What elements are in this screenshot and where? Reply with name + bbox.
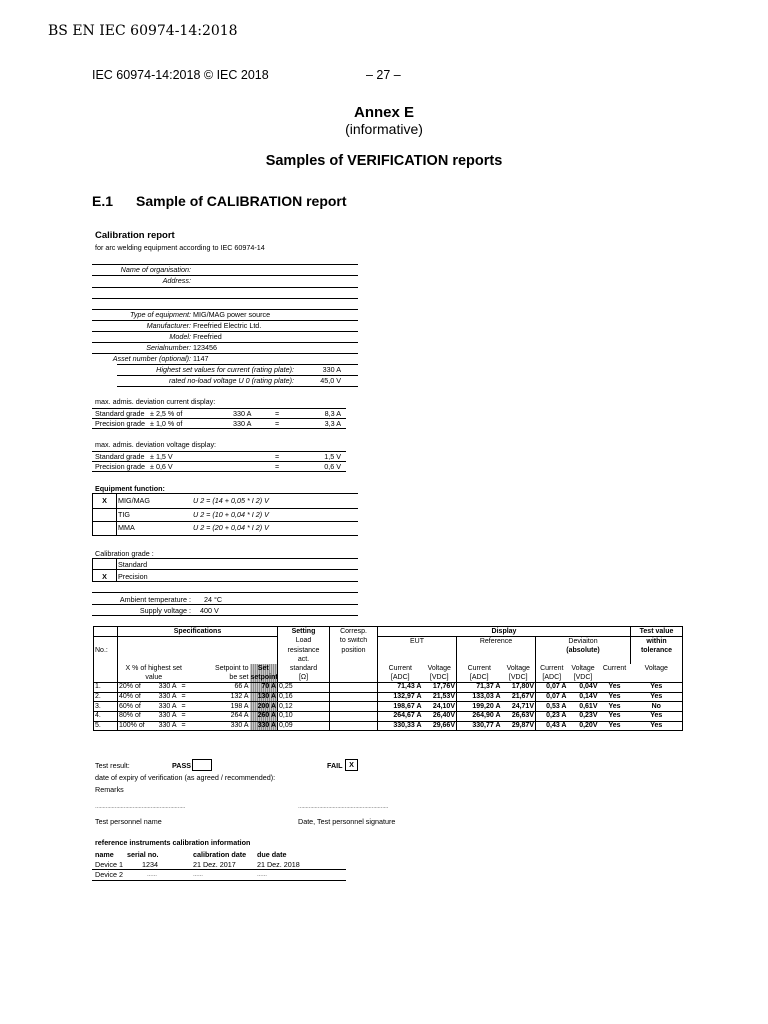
- row-tol-voltage: Yes: [631, 721, 683, 731]
- instruments-title: reference instruments calibration information: [95, 838, 251, 847]
- section-title: Sample of CALIBRATION report: [136, 193, 347, 209]
- function-formula-1: U 2 = (14 + 0,05 * I 2) V: [193, 496, 269, 505]
- header-corresp: Corresp.: [330, 627, 378, 637]
- section-number: E.1: [92, 193, 114, 209]
- header-display: Display: [378, 627, 631, 637]
- header-ref-voltage: Voltage: [506, 664, 530, 672]
- model-label: Model:: [169, 332, 191, 341]
- row-base: 330 A: [152, 702, 178, 712]
- row-eut-current: 198,67 A: [378, 702, 423, 712]
- grade-name-precision: Precision: [118, 572, 148, 581]
- row-setpoint: 330 A: [190, 721, 250, 731]
- current-deviation-title: max. admis. deviation current display:: [95, 397, 216, 406]
- row-ref-voltage: 24,71V: [502, 702, 536, 712]
- row-switch-position: [330, 683, 378, 693]
- organisation-label: Name of organisation:: [120, 265, 191, 274]
- header-within: within: [631, 637, 683, 647]
- header-tolerance: tolerance: [631, 646, 683, 655]
- current-dev-grade-2: Precision grade: [95, 419, 145, 428]
- row-tol-voltage: Yes: [631, 712, 683, 722]
- header-value: value: [118, 673, 190, 683]
- header-specifications: Specifications: [118, 627, 278, 637]
- row-setpoint: 198 A: [190, 702, 250, 712]
- header-load: Load: [278, 637, 330, 647]
- row-setpoint: 66 A: [190, 683, 250, 693]
- calibration-grade-title: Calibration grade :: [95, 549, 154, 558]
- instrument-2-serial: ……: [147, 872, 157, 878]
- table-row: [94, 683, 683, 693]
- function-formula-2: U 2 = (10 + 0,04 * I 2) V: [193, 510, 269, 519]
- test-personnel-name-label: Test personnel name: [95, 817, 162, 826]
- table-row: [94, 721, 683, 731]
- header-dev-adc: [ADC]: [536, 673, 568, 683]
- instrument-2-duedate: ……: [257, 872, 267, 878]
- row-load-resistance: 0,12: [278, 702, 330, 712]
- header-setting: Setting: [278, 627, 330, 637]
- header-standard: standard: [278, 664, 330, 673]
- document-reference: IEC 60974-14:2018 © IEC 2018: [92, 68, 269, 82]
- function-name-2: TIG: [118, 510, 130, 519]
- row-tol-voltage: No: [631, 702, 683, 712]
- voltage-dev-grade-2: Precision grade: [95, 462, 145, 471]
- serial-value: 123456: [193, 343, 217, 352]
- header-setpoint: setpoint: [250, 673, 278, 681]
- row-ref-current: 133,03 A: [457, 692, 502, 702]
- header-eut-current: Current: [378, 664, 423, 673]
- table-row: [94, 692, 683, 702]
- equipment-type-label: Type of equipment:: [130, 310, 191, 319]
- voltage-dev-value-1: 1,5 V: [324, 452, 341, 461]
- signature-dots-left: ……………………………………………………: [95, 804, 185, 810]
- row-base: 330 A: [152, 692, 178, 702]
- function-name-1: MIG/MAG: [118, 496, 150, 505]
- row-dev-current: 0,53 A: [536, 702, 568, 712]
- header-deviation: Deviaiton: [536, 637, 631, 647]
- report-subtitle: for arc welding equipment according to IEC 60974-14: [95, 243, 265, 252]
- ambient-temp-value: 24 °C: [204, 595, 223, 604]
- row-switch-position: [330, 692, 378, 702]
- header-test-value: Test value: [631, 627, 683, 637]
- row-equals: =: [178, 702, 190, 712]
- no-load-voltage-value: 45,0 V: [320, 376, 341, 385]
- current-dev-value-2: 3,3 A: [324, 419, 341, 428]
- instrument-2-caldate: ……: [193, 872, 203, 878]
- row-equals: =: [178, 692, 190, 702]
- row-eut-voltage: 26,40V: [423, 712, 457, 722]
- current-dev-eq-2: =: [275, 419, 280, 428]
- instrument-1-serial: 1234: [142, 860, 158, 869]
- no-load-voltage-label: rated no-load voltage U 0 (rating plate):: [168, 376, 294, 385]
- serial-label: Serialnumber:: [146, 343, 191, 352]
- row-tol-current: Yes: [599, 721, 631, 731]
- header-dev-voltage: Voltage: [571, 664, 595, 672]
- row-set-setpoint: 130 A: [250, 692, 278, 702]
- row-eut-voltage: 24,10V: [423, 702, 457, 712]
- header-ref-current: Current: [457, 664, 502, 673]
- standard-reference: BS EN IEC 60974-14:2018: [48, 23, 238, 39]
- row-load-resistance: 0,09: [278, 721, 330, 731]
- row-dev-voltage: 0,20V: [568, 721, 599, 731]
- date-signature-label: Date, Test personnel signature: [298, 817, 396, 826]
- header-act: act.: [278, 655, 330, 664]
- current-dev-eq-1: =: [275, 409, 280, 418]
- row-ref-current: 199,20 A: [457, 702, 502, 712]
- voltage-dev-pct-1: ± 1,5 V: [150, 452, 173, 461]
- header-eut-adc: [ADC]: [378, 673, 423, 683]
- row-set-setpoint: 200 A: [250, 702, 278, 712]
- annex-subtitle: (informative): [345, 121, 423, 137]
- voltage-dev-eq-2: =: [275, 462, 280, 471]
- row-dev-current: 0,07 A: [536, 692, 568, 702]
- current-dev-base-2: 330 A: [233, 419, 252, 428]
- instrument-1-name: Device 1: [95, 860, 123, 869]
- calibration-results-table: [93, 626, 683, 731]
- instrument-1-caldate: 21 Dez. 2017: [193, 860, 236, 869]
- header-absolute: (absolute): [536, 646, 631, 655]
- header-ohm: [Ω]: [278, 673, 330, 683]
- function-mark-1: X: [102, 496, 107, 505]
- row-percent: 80% of: [118, 712, 152, 722]
- header-x-pct: X % of highest set: [118, 664, 190, 673]
- fail-checkbox[interactable]: X: [345, 759, 358, 771]
- instrument-2-name: Device 2: [95, 870, 123, 879]
- row-set-setpoint: 70 A: [250, 683, 278, 693]
- asset-value: 1147: [193, 354, 209, 363]
- supply-voltage-label: Supply voltage :: [139, 606, 191, 615]
- header-dev-vdc: [VDC]: [568, 673, 599, 683]
- header-set: Set: [250, 664, 278, 673]
- header-no: No.:: [94, 646, 118, 655]
- current-dev-pct-2: ± 1,0 % of: [150, 419, 183, 428]
- instruments-header-name: name: [95, 850, 114, 859]
- header-tol-current: Current: [602, 664, 627, 672]
- row-setpoint: 264 A: [190, 712, 250, 722]
- header-setpoint-to: Setpoint to: [215, 664, 249, 672]
- row-dev-current: 0,07 A: [536, 683, 568, 693]
- header-position: position: [330, 646, 378, 655]
- row-percent: 100% of: [118, 721, 152, 731]
- fail-label: FAIL: [327, 761, 343, 770]
- row-number: 1.: [94, 683, 118, 693]
- row-ref-current: 330,77 A: [457, 721, 502, 731]
- model-value: Freefried: [193, 332, 222, 341]
- annex-title: Annex E: [353, 104, 414, 121]
- row-eut-voltage: 29,66V: [423, 721, 457, 731]
- instruments-header-duedate: due date: [257, 850, 287, 859]
- row-ref-voltage: 21,67V: [502, 692, 536, 702]
- row-tol-current: Yes: [599, 692, 631, 702]
- pass-checkbox[interactable]: [192, 759, 212, 771]
- row-eut-current: 264,67 A: [378, 712, 423, 722]
- row-tol-current: Yes: [599, 702, 631, 712]
- row-eut-voltage: 17,76V: [423, 683, 457, 693]
- row-ref-voltage: 17,80V: [502, 683, 536, 693]
- row-base: 330 A: [152, 721, 178, 731]
- supply-voltage-value: 400 V: [200, 606, 219, 615]
- report-title: Calibration report: [95, 230, 175, 241]
- row-load-resistance: 0,10: [278, 712, 330, 722]
- instruments-header-caldate: calibration date: [193, 850, 247, 859]
- row-switch-position: [330, 702, 378, 712]
- row-ref-current: 71,37 A: [457, 683, 502, 693]
- row-eut-voltage: 21,53V: [423, 692, 457, 702]
- voltage-dev-eq-1: =: [275, 452, 280, 461]
- row-eut-current: 132,97 A: [378, 692, 423, 702]
- table-row: [94, 712, 683, 722]
- address-label: Address:: [162, 276, 191, 285]
- current-dev-value-1: 8,3 A: [324, 409, 341, 418]
- grade-name-standard: Standard: [118, 560, 148, 569]
- test-result-label: Test result:: [95, 761, 130, 770]
- row-eut-current: 71,43 A: [378, 683, 423, 693]
- row-percent: 20% of: [118, 683, 152, 693]
- row-dev-current: 0,43 A: [536, 721, 568, 731]
- row-dev-voltage: 0,23V: [568, 712, 599, 722]
- header-reference: Reference: [457, 637, 536, 647]
- row-equals: =: [178, 721, 190, 731]
- row-ref-voltage: 29,87V: [502, 721, 536, 731]
- header-eut: EUT: [378, 637, 457, 647]
- row-equals: =: [178, 683, 190, 693]
- highest-current-value: 330 A: [322, 365, 341, 374]
- page-number: – 27 –: [366, 68, 401, 82]
- row-tol-voltage: Yes: [631, 692, 683, 702]
- row-number: 4.: [94, 712, 118, 722]
- ambient-temp-label: Ambient temperature :: [119, 595, 191, 604]
- row-dev-current: 0,23 A: [536, 712, 568, 722]
- row-tol-current: Yes: [599, 712, 631, 722]
- row-dev-voltage: 0,61V: [568, 702, 599, 712]
- voltage-dev-grade-1: Standard grade: [95, 452, 145, 461]
- row-number: 2.: [94, 692, 118, 702]
- row-set-setpoint: 330 A: [250, 721, 278, 731]
- row-number: 5.: [94, 721, 118, 731]
- instruments-header-serial: serial no.: [127, 850, 159, 859]
- annex-heading: Samples of VERIFICATION reports: [265, 153, 503, 169]
- row-number: 3.: [94, 702, 118, 712]
- pass-label: PASS: [172, 761, 192, 770]
- header-ref-adc: [ADC]: [457, 673, 502, 683]
- signature-dots-right: ……………………………………………………: [298, 804, 388, 810]
- header-be-set: be set: [190, 673, 250, 683]
- row-dev-voltage: 0,14V: [568, 692, 599, 702]
- row-ref-current: 264,90 A: [457, 712, 502, 722]
- row-load-resistance: 0,16: [278, 692, 330, 702]
- expiry-date-label: date of expiry of verification (as agreed / recommended):: [95, 773, 276, 782]
- equipment-function-title: Equipment function:: [95, 484, 165, 493]
- current-dev-base-1: 330 A: [233, 409, 252, 418]
- row-setpoint: 132 A: [190, 692, 250, 702]
- equipment-type-value: MIG/MAG power source: [193, 310, 271, 319]
- current-dev-grade-1: Standard grade: [95, 409, 145, 418]
- header-to-switch: to switch: [330, 637, 378, 647]
- row-percent: 60% of: [118, 702, 152, 712]
- row-switch-position: [330, 712, 378, 722]
- table-row: [94, 702, 683, 712]
- asset-label: Asset number (optional):: [112, 354, 191, 363]
- voltage-deviation-title: max. admis. deviation voltage display:: [95, 440, 217, 449]
- manufacturer-label: Manufacturer:: [146, 321, 191, 330]
- highest-current-label: Highest set values for current (rating plate):: [156, 365, 294, 374]
- function-formula-3: U 2 = (20 + 0,04 * I 2) V: [193, 523, 269, 532]
- header-resistance: resistance: [278, 646, 330, 655]
- function-name-3: MMA: [118, 523, 135, 532]
- row-base: 330 A: [152, 712, 178, 722]
- row-percent: 40% of: [118, 692, 152, 702]
- row-set-setpoint: 260 A: [250, 712, 278, 722]
- header-tol-voltage: Voltage: [631, 664, 683, 673]
- voltage-dev-value-2: 0,6 V: [324, 462, 341, 471]
- row-switch-position: [330, 721, 378, 731]
- row-tol-current: Yes: [599, 683, 631, 693]
- remarks-label: Remarks: [95, 785, 124, 794]
- voltage-dev-pct-2: ± 0,6 V: [150, 462, 173, 471]
- row-ref-voltage: 26,63V: [502, 712, 536, 722]
- row-equals: =: [178, 712, 190, 722]
- instrument-1-duedate: 21 Dez. 2018: [257, 860, 300, 869]
- row-eut-current: 330,33 A: [378, 721, 423, 731]
- header-eut-voltage: Voltage: [427, 664, 451, 672]
- header-dev-current: Current: [536, 664, 568, 673]
- row-dev-voltage: 0,04V: [568, 683, 599, 693]
- row-load-resistance: 0,25: [278, 683, 330, 693]
- row-base: 330 A: [152, 683, 178, 693]
- current-dev-pct-1: ± 2,5 % of: [150, 409, 183, 418]
- row-tol-voltage: Yes: [631, 683, 683, 693]
- manufacturer-value: Freefried Electric Ltd.: [193, 321, 262, 330]
- grade-mark-precision: X: [102, 572, 107, 581]
- header-ref-vdc: [VDC]: [502, 673, 536, 683]
- header-eut-vdc: [VDC]: [423, 673, 457, 683]
